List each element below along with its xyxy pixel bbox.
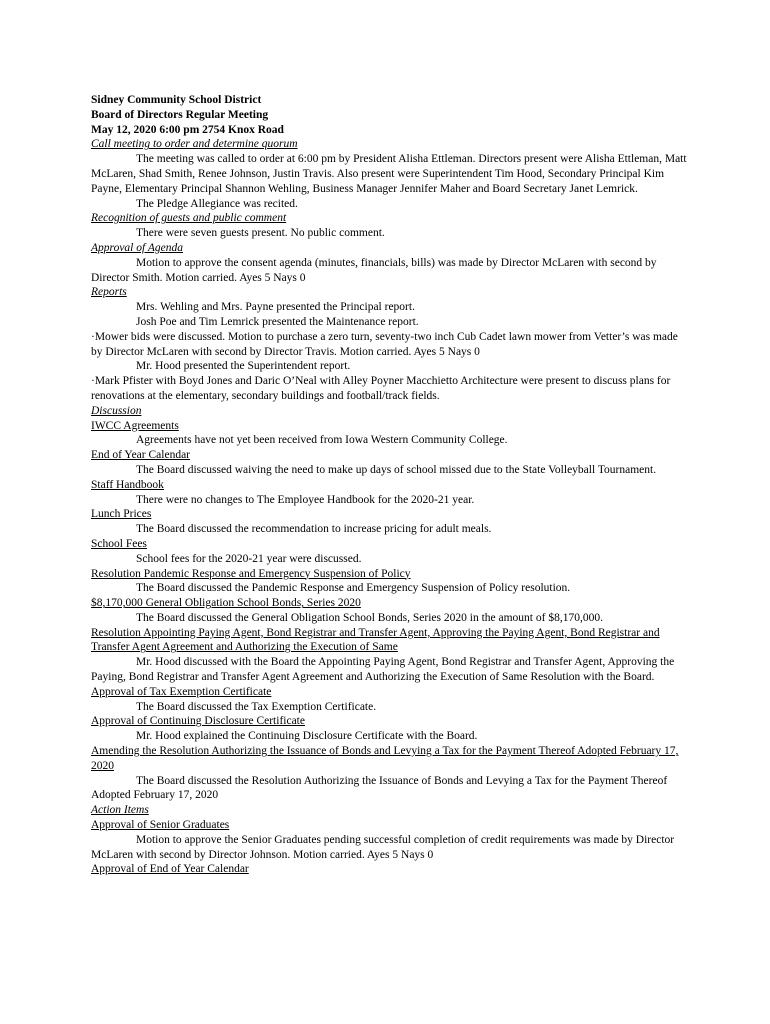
minutes-paragraph [91,522,691,537]
minutes-paragraph [91,433,691,448]
minutes-paragraph [91,493,691,508]
minutes-paragraph [91,774,691,804]
district-name: Sidney Community School District [91,94,262,106]
section-heading: Action Items [91,804,149,817]
paragraph-text: There were seven guests present. No public comment. [136,227,385,240]
minutes-paragraph [91,655,691,685]
minutes-paragraph [91,315,691,330]
subsection-heading: Lunch Prices [91,508,152,521]
subsection-heading: School Fees [91,537,147,550]
paragraph-text: The meeting was called to order at 6:00 pm by President Alisha Ettleman. Directors present were Alisha Ettleman, Matt McLaren, Shad Smith, Renee Johnson, Justin Travis. Also present were Superintendent Tim Hood, Secondary Principal Kim Payne, Elementary Principal Shannon Wehling, Business Manager Jennifer Maher and Board Secretary Janet Lemrick. [91,153,687,195]
subsection-heading: End of Year Calendar [91,449,191,462]
subsection-heading: Resolution Appointing Paying Agent, Bond Registrar and Transfer Agent, Approving the Paying Agent, Bond Registrar and Transfer Agent Agreement and Authorizing the Execution of Same [91,626,660,654]
subsection-heading: Approval of End of Year Calendar [91,863,249,876]
subsection-heading: Resolution Pandemic Response and Emergency Suspension of Policy [91,567,411,580]
minutes-paragraph [91,729,691,744]
minutes-paragraph [91,330,691,360]
minutes-paragraph [91,374,691,404]
section-heading: Approval of Agenda [91,241,183,254]
subsection-heading: IWCC Agreements [91,419,179,432]
minutes-paragraph [91,833,691,863]
subsection-heading: Approval of Senior Graduates [91,819,230,832]
paragraph-text: Mrs. Wehling and Mrs. Payne presented the Principal report. [136,301,415,314]
minutes-paragraph [91,226,691,241]
paragraph-text: ·Mower bids were discussed. Motion to purchase a zero turn, seventy-two inch Cub Cadet lawn mower from Vetter’s was made by Director McLaren with second by Director Travis. Motion carried. Ayes 5 Nays 0 [91,330,678,358]
document-page [91,93,691,877]
minutes-paragraph [91,300,691,315]
section-heading: Recognition of guests and public comment [91,212,287,225]
minutes-paragraph [91,463,691,478]
section-heading: Discussion [91,404,142,417]
paragraph-text: Josh Poe and Tim Lemrick presented the Maintenance report. [136,315,419,328]
paragraph-text: There were no changes to The Employee Handbook for the 2020-21 year. [136,493,475,506]
section-heading: Reports [91,286,127,299]
minutes-paragraph [91,256,691,286]
paragraph-text: The Board discussed the Pandemic Response and Emergency Suspension of Policy resolution. [136,582,571,595]
minutes-body [91,137,691,877]
minutes-paragraph [91,359,691,374]
paragraph-text: The Pledge Allegiance was recited. [136,197,298,210]
minutes-paragraph [91,611,691,626]
paragraph-text: School fees for the 2020-21 year were discussed. [136,552,362,565]
paragraph-text: Mr. Hood presented the Superintendent report. [136,360,351,373]
paragraph-text: Agreements have not yet been received from Iowa Western Community College. [136,434,508,447]
minutes-paragraph [91,552,691,567]
paragraph-text: The Board discussed the Resolution Authorizing the Issuance of Bonds and Levying a Tax for the Payment Thereof Adopted February 17, 2020 [91,774,668,802]
paragraph-text: The Board discussed the recommendation to increase pricing for adult meals. [136,523,492,536]
paragraph-text: Motion to approve the consent agenda (minutes, financials, bills) was made by Director McLaren with second by Director Smith. Motion carried. Ayes 5 Nays 0 [91,256,657,284]
minutes-paragraph [91,197,691,212]
section-heading: Call meeting to order and determine quorum [91,138,298,151]
meeting-datetime-location: May 12, 2020 6:00 pm 2754 Knox Road [91,123,284,136]
meeting-title: Board of Directors Regular Meeting [91,108,269,121]
paragraph-text: ·Mark Pfister with Boyd Jones and Daric O’Neal with Alley Poyner Macchietto Architecture were present to discuss plans for renovations at the elementary, secondary buildings and football/track fields. [91,375,671,402]
subsection-heading: $8,170,000 General Obligation School Bonds, Series 2020 [91,597,361,610]
paragraph-text: Mr. Hood explained the Continuing Disclosure Certificate with the Board. [136,730,478,743]
subsection-heading: Amending the Resolution Authorizing the Issuance of Bonds and Levying a Tax for the Payment Thereof Adopted February 17, 2020 [91,745,679,772]
paragraph-text: Mr. Hood discussed with the Board the Appointing Paying Agent, Bond Registrar and Transfer Agent, Approving the Paying, Bond Registrar and Transfer Agent Agreement and Authorizing the Execution of Same Resolution with the Board. [91,656,675,684]
paragraph-text: Motion to approve the Senior Graduates pending successful completion of credit requirements was made by Director McLaren with second by Director Johnson. Motion carried. Ayes 5 Nays 0 [91,833,675,861]
subsection-heading: Approval of Tax Exemption Certificate [91,685,272,698]
paragraph-text: The Board discussed the General Obligation School Bonds, Series 2020 in the amount of $8,170,000. [136,611,603,624]
minutes-paragraph [91,581,691,596]
minutes-paragraph [91,700,691,715]
paragraph-text: The Board discussed waiving the need to make up days of school missed due to the State Volleyball Tournament. [136,463,657,476]
minutes-paragraph [91,152,691,196]
paragraph-text: The Board discussed the Tax Exemption Certificate. [136,700,377,713]
subsection-heading: Staff Handbook [91,478,164,491]
subsection-heading: Approval of Continuing Disclosure Certificate [91,715,305,728]
